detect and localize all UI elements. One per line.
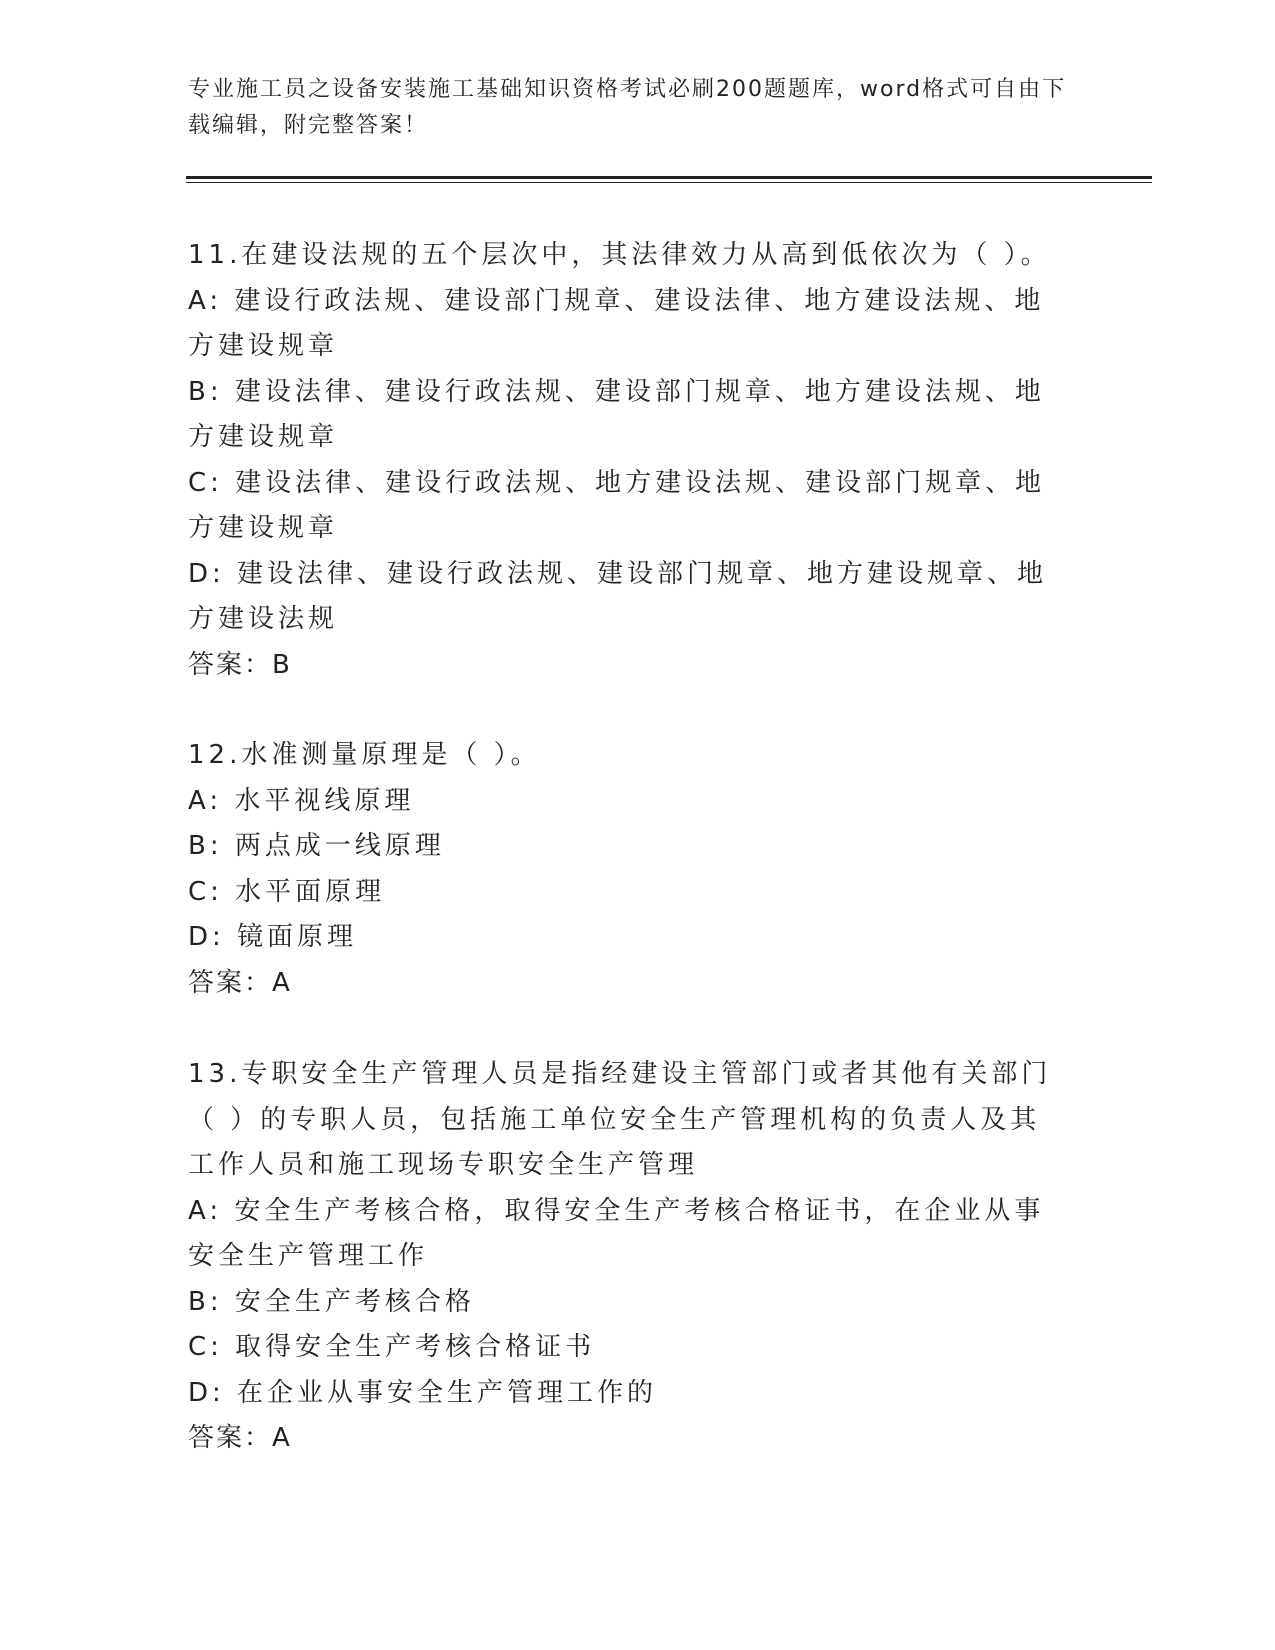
answer: 答案：A <box>188 967 292 998</box>
option-c: C: 取得安全生产考核合格证书 <box>188 1332 596 1362</box>
option-d: D: 在企业从事安全生产管理工作的 <box>188 1377 658 1408</box>
question-13 <box>188 1052 1068 1462</box>
option-c: C: 水平面原理 <box>188 876 386 907</box>
option-b: B: 建设法律、建设行政法规、建设部门规章、地方建设法规、地方建设规章 <box>188 376 1045 452</box>
header-divider-thick <box>186 176 1152 179</box>
header-divider-thin <box>186 182 1152 183</box>
question-11 <box>188 233 1068 688</box>
question-stem: 11.在建设法规的五个层次中，其法律效力从高到低依次为（ ）。 <box>188 240 1051 270</box>
option-d: D: 镜面原理 <box>188 922 358 952</box>
option-a: A: 安全生产考核合格，取得安全生产考核合格证书，在企业从事安全生产管理工作 <box>188 1195 1045 1271</box>
option-a: A: 建设行政法规、建设部门规章、建设法律、地方建设法规、地方建设规章 <box>188 285 1045 361</box>
question-12 <box>188 733 1068 1006</box>
question-stem: 13.专职安全生产管理人员是指经建设主管部门或者其他有关部门（ ）的专职人员，包括施工单位安全生产管理机构的负责人及其工作人员和施工现场专职安全生产管理 <box>188 1059 1052 1180</box>
document-header <box>188 72 1068 144</box>
header-text: 专业施工员之设备安装施工基础知识资格考试必刷200题题库，word格式可自由下载编辑，附完整答案！ <box>188 77 1067 138</box>
option-b: B: 安全生产考核合格 <box>188 1286 475 1317</box>
answer: 答案：B <box>188 649 292 680</box>
answer: 答案：A <box>188 1423 292 1453</box>
option-c: C: 建设法律、建设行政法规、地方建设法规、建设部门规章、地方建设规章 <box>188 467 1046 543</box>
option-a: A: 水平视线原理 <box>188 785 415 816</box>
option-d: D: 建设法律、建设行政法规、建设部门规章、地方建设规章、地方建设法规 <box>188 558 1048 634</box>
option-b: B: 两点成一线原理 <box>188 831 445 861</box>
question-stem: 12.水准测量原理是（ ）。 <box>188 740 541 770</box>
